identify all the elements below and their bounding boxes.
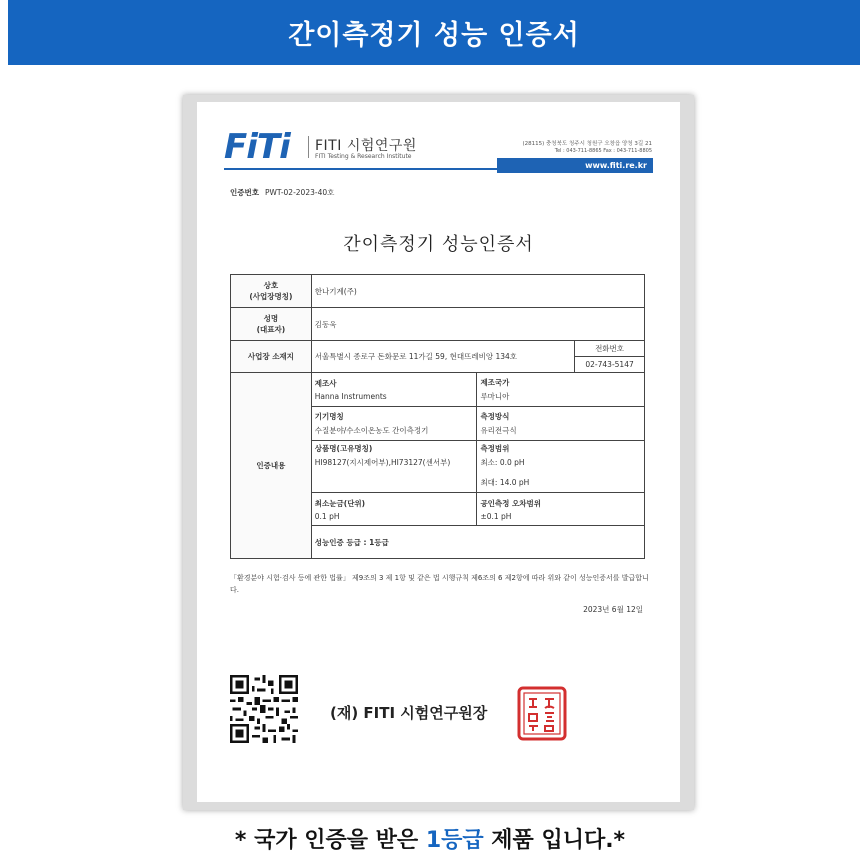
country-value: 루마니아 [480,392,510,401]
company-value: 한나기계(주) [311,275,644,308]
table-row [231,308,645,341]
institute-url: www.fiti.re.kr [497,158,653,173]
range-min: 최소: 0.0 pH [480,458,525,467]
table-row [231,373,645,407]
header-rule [224,168,498,170]
footer-highlight: 1등급 [425,828,484,853]
institute-address: (28115) 충청북도 청주시 청원구 오창읍 양청 3길 21 [522,141,652,147]
phone-value: 02-743-5147 [575,357,645,373]
country-label: 제조국가 [480,378,510,387]
footer-suffix: 제품 입니다.* [483,828,626,853]
product-cell [311,441,477,493]
device-label: 기기명칭 [314,412,344,421]
device-cell [311,407,477,441]
institute-name: FITI 시험연구원 [315,138,417,154]
resolution-value: 0.1 pH [314,511,340,521]
certificate-document [197,102,680,802]
company-label-line2: (사업장명칭) [249,292,293,301]
company-label [231,275,312,308]
certificate-number [230,187,334,198]
certificate-number-value: PWT-02-2023-40호 [264,188,335,197]
certificate-table [230,274,645,559]
issue-date: 2023년 6월 12일 [583,605,643,614]
maker-value: Hanna Instruments [314,392,387,401]
fiti-logo: FiTi [224,127,290,167]
banner-title: 간이측정기 성능 인증서 [288,20,580,51]
document-title: 간이측정기 성능인증서 [343,234,534,255]
content-label: 인증내용 [231,373,312,559]
footer-note [0,823,860,854]
product-label: 상품명(고유명칭) [314,444,373,453]
country-cell [477,373,645,407]
range-cell [477,441,645,493]
top-banner [8,0,860,65]
error-label: 공인측정 오차범위 [480,498,542,508]
device-value: 수질분야/수소이온농도 간이측정기 [314,426,429,435]
certificate-number-label: 인증번호 [230,188,259,197]
institute-tel: Tel : 043-711-8865 Fax : 043-711-8805 [554,148,652,154]
qr-code-icon [230,674,298,744]
company-label-line1: 상호 [263,281,279,290]
method-cell [477,407,645,441]
maker-cell [311,373,477,407]
method-label: 측정방식 [480,412,510,421]
product-value: HI98127(지시제어부),HI73127(센서부) [314,458,451,467]
logo-separator [308,136,309,158]
law-text: 「환경분야 시험·검사 등에 관한 법률」 제9조의 3 제 1항 및 같은 법 시행규칙 제6조의 6 제2항에 따라 위와 같이 성능인증서를 발급합니다. [230,574,649,594]
error-value: ±0.1 pH [480,511,512,521]
range-max: 최대: 14.0 pH [480,478,530,487]
method-value: 유리전극식 [480,426,517,435]
rep-label-line2: (대표자) [256,325,286,334]
phone-label: 전화번호 [575,341,645,357]
resolution-label: 최소눈금(단위) [314,498,366,508]
institute-subtitle: FITI Testing & Research Institute [315,153,412,160]
issuer-name: (재) FITI 시험연구원장 [330,704,488,722]
table-row [231,275,645,308]
error-cell [477,493,645,526]
range-label: 측정범위 [480,444,510,453]
rep-label [231,308,312,341]
rep-value: 김동욱 [311,308,644,341]
official-seal-icon [517,686,567,741]
table-row [231,341,645,357]
grade-cell [311,526,644,559]
maker-label: 제조사 [314,379,337,388]
resolution-cell [311,493,477,526]
location-label: 사업장 소재지 [231,341,312,373]
rep-label-line1: 성명 [263,314,279,323]
footer-prefix: * 국가 인증을 받은 [234,828,426,853]
location-value: 서울특별시 종로구 돈화문로 11가길 59, 현대뜨레비앙 134호 [311,341,574,373]
grade-value: 성능인증 등급 : 1등급 [314,537,389,547]
